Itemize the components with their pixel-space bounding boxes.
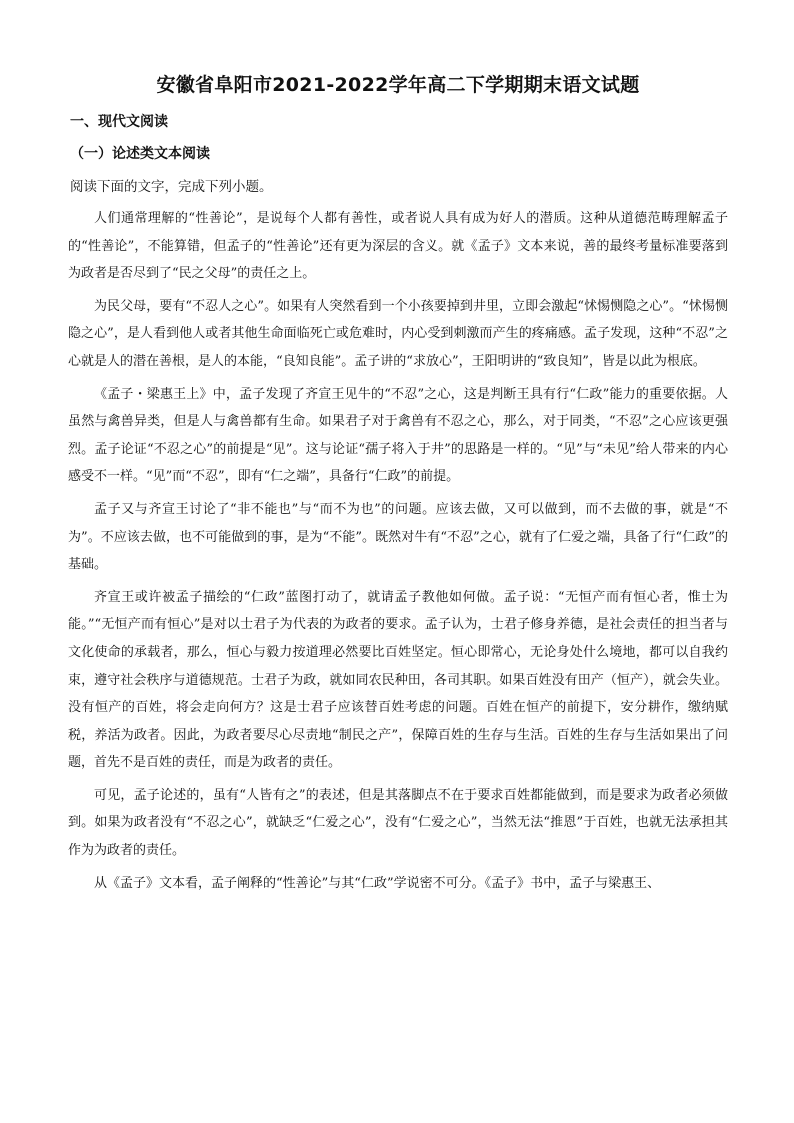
passage-paragraph-5: 齐宣王或许被孟子描绘的“仁政”蓝图打动了，就请孟子教他如何做。孟子说：“无恒产而有恒心者，惟士为能。”“无恒产而有恒心”是对以士君子为代表的为政者的要求。孟子认为，士君子修身养德，是社会责任的担当者与文化使命的承载者，那么，恒心与毅力按道理必然要比百姓坚定。恒心即常心，无论身处什么境地，都可以自我约束，遵守社会秩序与道德规范。士君子为政，就如同农民种田，各司其职。如果百姓没有田产（恒产），就会失业。没有恒产的百姓，将会走向何方？这是士君子应该替百姓考虑的问题。百姓在恒产的前提下，安分耕作，缴纳赋税，养活为政者。因此，为政者要尽心尽责地“制民之产”，保障百姓的生存与生活。百姓的生存与生活如果出了问题，首先不是百姓的责任，而是为政者的责任。 xyxy=(68,589,728,771)
passage-paragraph-1: 人们通常理解的“性善论”，是说每个人都有善性，或者说人具有成为好人的潜质。这种从道德范畴理解孟子的“性善论”，不能算错，但孟子的“性善论”还有更为深层的含义。就《孟子》文本来说，善的最终考量标准要落到为政者是否尽到了“民之父母”的责任之上。 xyxy=(68,211,728,282)
exam-title: 安徽省阜阳市2021-2022学年高二下学期期末语文试题 xyxy=(156,74,640,96)
passage-paragraph-6: 可见，孟子论述的，虽有“人皆有之”的表述，但是其落脚点不在于要求百姓都能做到，而是要求为政者必须做到。如果为政者没有“不忍之心”，就缺乏“仁爱之心”，没有“仁爱之心”，当然无法“推恩”于百姓，也就无法承担其作为为政者的责任。 xyxy=(68,787,728,859)
reading-passage xyxy=(68,205,728,897)
passage-paragraph-3: 《孟子・梁惠王上》中，孟子发现了齐宣王见牛的“不忍”之心，这是判断王具有行“仁政”能力的重要依据。人虽然与禽兽异类，但是人与禽兽都有生命。如果君子对于禽兽有不忍之心，那么，对于同类，“不忍”之心应该更强烈。孟子论证“不忍之心”的前提是“见”。这与论证“孺子将入于井”的思路是一样的。“见”与“未见”给人带来的内心感受不一样。“见”而“不忍”，即有“仁之端”，具备行“仁政”的前提。 xyxy=(68,386,728,485)
passage-paragraph-7: 从《孟子》文本看，孟子阐释的“性善论”与其“仁政”学说密不可分。《孟子》书中，孟子与梁惠王、 xyxy=(94,875,661,891)
section-heading: 一、现代文阅读 xyxy=(70,114,168,130)
passage-paragraph-2: 为民父母，要有“不忍人之心”。如果有人突然看到一个小孩要掉到井里，立即会激起“怵惕恻隐之心”。“怵惕恻隐之心”，是人看到他人或者其他生命面临死亡或危难时，内心受到刺激而产生的疼痛感。孟子发现，这种“不忍”之心就是人的潜在善根，是人的本能，“良知良能”。孟子讲的“求放心”，王阳明讲的“致良知”，皆是以此为根底。 xyxy=(68,298,728,369)
passage-paragraph-4: 孟子又与齐宣王讨论了“非不能也”与“而不为也”的问题。应该去做，又可以做到，而不去做的事，就是“不为”。不应该去做，也不可能做到的事，是为“不能”。既然对牛有“不忍”之心，就有了仁爱之端，具备了行“仁政”的基础。 xyxy=(68,501,728,573)
subsection-heading: （一）论述类文本阅读 xyxy=(70,146,210,162)
reading-instruction: 阅读下面的文字，完成下列小题。 xyxy=(70,179,273,195)
